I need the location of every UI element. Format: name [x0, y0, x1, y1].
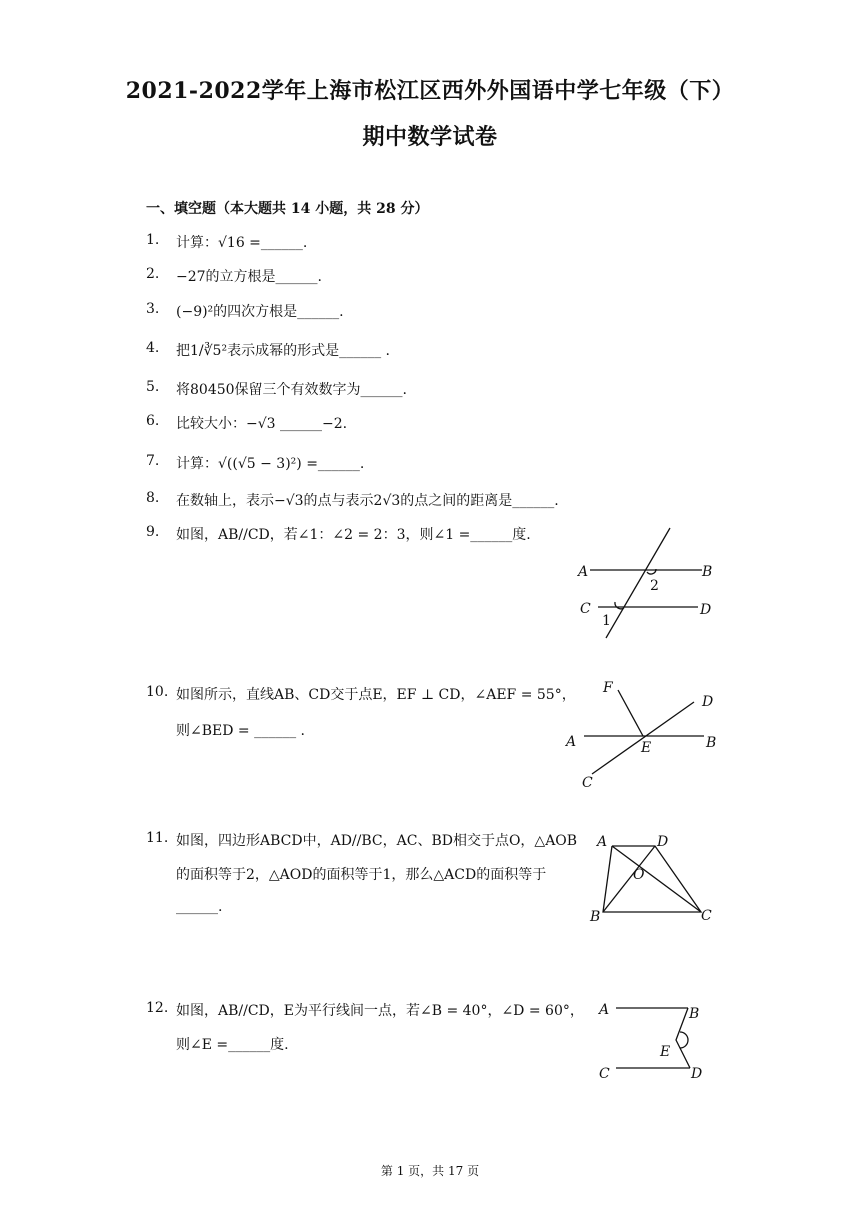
title-line-2: 期中数学试卷: [362, 124, 498, 150]
page-footer: 第 1 页，共 17 页: [380, 1164, 480, 1178]
label-o: O: [633, 867, 645, 883]
angle-1-arc: [615, 602, 624, 609]
question-number: 5.: [146, 379, 160, 395]
question-number: 3.: [146, 301, 160, 317]
transversal: [606, 528, 670, 638]
diagonal-ac: [612, 846, 701, 912]
figure-q12: [590, 994, 730, 1090]
label-angle-1: 1: [602, 613, 611, 629]
label-a: A: [597, 834, 608, 850]
line-ef: [618, 690, 643, 736]
label-f: F: [603, 680, 613, 696]
question-text: 如图，AB//CD，若∠1：∠2 = 2：3，则∠1 =______度.: [176, 527, 531, 543]
figure-q9: [570, 524, 730, 644]
label-a: A: [599, 1002, 610, 1018]
question-text-continued: 的面积等于2，△AOD的面积等于1，那么△ACD的面积等于: [176, 867, 547, 883]
question-text: 计算：√16 =______.: [176, 235, 308, 251]
label-e: E: [641, 740, 652, 756]
question-text: 在数轴上，表示−√3的点与表示2√3的点之间的距离是______.: [176, 493, 559, 509]
question-text: −27的立方根是______.: [176, 269, 322, 285]
question-text: (−9)²的四次方根是______.: [176, 304, 344, 320]
quadrilateral-abcd: [603, 846, 701, 912]
question-number: 8.: [146, 490, 160, 506]
label-a: A: [566, 734, 577, 750]
question-text: 比较大小：−√3 ______−2.: [176, 416, 348, 432]
label-d: D: [700, 602, 712, 618]
question-number: 10.: [146, 684, 169, 700]
question-number: 7.: [146, 453, 160, 469]
label-b: B: [702, 564, 713, 580]
label-b: B: [590, 909, 601, 925]
label-c: C: [580, 601, 591, 617]
question-number: 4.: [146, 340, 160, 356]
question-text: 如图，AB//CD，E为平行线间一点，若∠B = 40°，∠D = 60°，: [176, 1003, 584, 1019]
angle-e-arc: [680, 1032, 688, 1048]
line-cd: [592, 702, 694, 774]
label-d: D: [702, 694, 714, 710]
question-number: 12.: [146, 1000, 169, 1016]
question-number: 11.: [146, 830, 169, 846]
question-text: 计算：√((√5 − 3)²) =______.: [176, 456, 365, 472]
label-a: A: [578, 564, 589, 580]
question-text-continued: 则∠E =______度.: [176, 1037, 289, 1053]
question-text: 如图，四边形ABCD中，AD//BC，AC、BD相交于点O，△AOB: [176, 833, 578, 849]
label-d: D: [691, 1066, 703, 1082]
section-heading: 一、填空题（本大题共 14 小题，共 28 分）: [146, 201, 429, 217]
question-number: 2.: [146, 266, 160, 282]
label-c: C: [599, 1066, 610, 1082]
question-text: 如图所示，直线AB、CD交于点E，EF ⊥ CD，∠AEF = 55°，: [176, 687, 576, 703]
question-text: 将80450保留三个有效数字为______.: [176, 382, 407, 398]
question-text-continued: 则∠BED = ______ .: [176, 723, 305, 739]
figure-q11: [585, 828, 725, 928]
label-c: C: [701, 908, 712, 924]
question-number: 9.: [146, 524, 160, 540]
label-e: E: [660, 1044, 671, 1060]
figure-q10: [560, 678, 730, 798]
label-b: B: [689, 1006, 700, 1022]
title-line-1: 2021-2022学年上海市松江区西外外国语中学七年级（下）: [125, 78, 735, 104]
question-number: 6.: [146, 413, 160, 429]
label-angle-2: 2: [650, 578, 659, 594]
question-text-continued: ______.: [176, 899, 223, 915]
label-d: D: [657, 834, 669, 850]
label-b: B: [706, 735, 717, 751]
label-c: C: [582, 775, 593, 791]
question-text: 把1/∛5²表示成幂的形式是______ .: [176, 343, 390, 359]
question-number: 1.: [146, 232, 160, 248]
